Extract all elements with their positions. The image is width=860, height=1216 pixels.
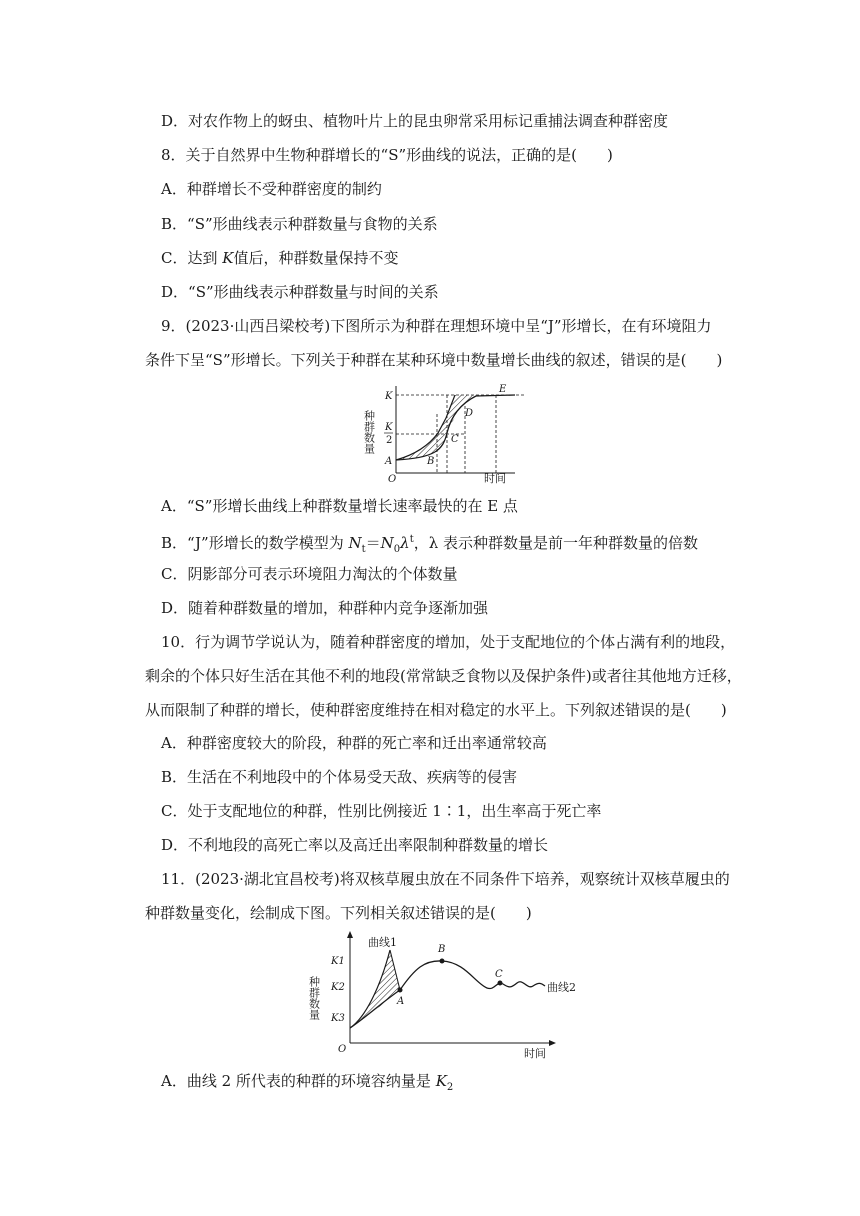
q10-option-a: A．种群密度较大的阶段，种群的死亡率和迁出率通常较高 xyxy=(161,734,547,752)
q11-tick-k3: K3 xyxy=(331,1013,345,1024)
q9-option-d: D．随着种群数量的增加，种群种内竞争逐渐加强 xyxy=(161,599,489,617)
q8-option-a: A．种群增长不受种群密度的制约 xyxy=(161,180,382,198)
q9-option-c: C．阴影部分可表示环境阻力淘汰的个体数量 xyxy=(161,565,458,583)
q9-tick-k: K xyxy=(385,391,393,402)
q8-option-b: B．“S”形曲线表示种群数量与食物的关系 xyxy=(161,215,438,233)
q9-tick-half-k-num: K xyxy=(385,422,393,433)
q9-point-e: E xyxy=(499,384,507,395)
q9-point-c: C xyxy=(451,434,459,445)
q11-point-b: B xyxy=(438,944,446,955)
q11-origin-label: O xyxy=(338,1044,347,1055)
q11-stem-line1: 11．(2023·湖北宜昌校考)将双核草履虫放在不同条件下培养，观察统计双核草履虫的 xyxy=(161,870,730,888)
q11-x-arrow xyxy=(549,1040,556,1046)
q11-point-a: A xyxy=(397,996,405,1007)
q10-option-c: C．处于支配地位的种群，性别比例接近 1∶1，出生率高于死亡率 xyxy=(161,802,602,820)
q9-point-d: D xyxy=(465,408,474,419)
q7-option-d: D．对农作物上的蚜虫、植物叶片上的昆虫卵常采用标记重捕法调查种群密度 xyxy=(161,112,669,130)
q10-stem-line2: 剩余的个体只好生活在其他不利的地段(常常缺乏食物以及保护条件)或者往其他地方迁移， xyxy=(145,667,742,685)
q11-x-axis-label: 时间 xyxy=(524,1047,546,1060)
q11-point-c: C xyxy=(495,969,503,980)
q11-point-c-dot xyxy=(498,981,503,986)
q9-growth-curve-figure xyxy=(362,378,530,485)
q11-tick-k1: K1 xyxy=(331,956,345,967)
q8-stem: 8．关于自然界中生物种群增长的“S”形曲线的说法，正确的是( ) xyxy=(161,146,613,164)
q10-stem-line3: 从而限制了种群的增长，使种群密度维持在相对稳定的水平上。下列叙述错误的是( ) xyxy=(145,701,727,719)
q8-option-d: D．“S”形曲线表示种群数量与时间的关系 xyxy=(161,283,439,301)
q11-curve-2-label: 曲线2 xyxy=(547,981,576,994)
q9-x-axis-label: 时间 xyxy=(484,472,506,485)
q9-point-a: A xyxy=(385,456,393,467)
q11-tick-k2: K2 xyxy=(331,982,345,993)
q9-option-b: B．“J”形增长的数学模型为 $N_t=N_0\lambda^t$，λ 表示种群数量是前一年种群数量的倍数 xyxy=(161,534,698,555)
q9-y-axis-label: 种群数量 xyxy=(362,410,376,454)
q11-curve-1-label: 曲线1 xyxy=(368,936,397,949)
q11-y-axis-label: 种群数量 xyxy=(307,976,321,1020)
q11-option-a: A．曲线 2 所代表的种群的环境容纳量是 $K_2$ xyxy=(161,1072,454,1093)
q10-stem-line1: 10．行为调节学说认为，随着种群密度的增加，处于支配地位的个体占满有利的地段， xyxy=(161,633,736,651)
q11-y-arrow xyxy=(347,931,353,938)
q10-option-b: B．生活在不利地段中的个体易受天敌、疾病等的侵害 xyxy=(161,768,518,786)
q9-point-b: B xyxy=(427,456,435,467)
q8-option-c: C．达到 K值后，种群数量保持不变 xyxy=(161,249,399,267)
q9-stem-line1: 9．(2023·山西吕梁校考)下图所示为种群在理想环境中呈“J”形增长，在有环境阻力 xyxy=(161,317,712,335)
q9-stem-line2: 条件下呈“S”形增长。下列关于种群在某种环境中数量增长曲线的叙述，错误的是( ) xyxy=(145,351,723,369)
q9-tick-half-k-den: 2 xyxy=(386,435,393,446)
q10-option-d: D．不利地段的高死亡率以及高迁出率限制种群数量的增长 xyxy=(161,836,549,854)
q11-stem-line2: 种群数量变化，绘制成下图。下列相关叙述错误的是( ) xyxy=(145,904,532,922)
q11-point-a-dot xyxy=(398,988,403,993)
q9-origin-label: O xyxy=(388,474,397,485)
q9-option-a: A．“S”形增长曲线上种群数量增长速率最快的在 E 点 xyxy=(161,497,518,515)
q11-population-figure xyxy=(305,928,576,1060)
q11-point-b-dot xyxy=(440,959,445,964)
